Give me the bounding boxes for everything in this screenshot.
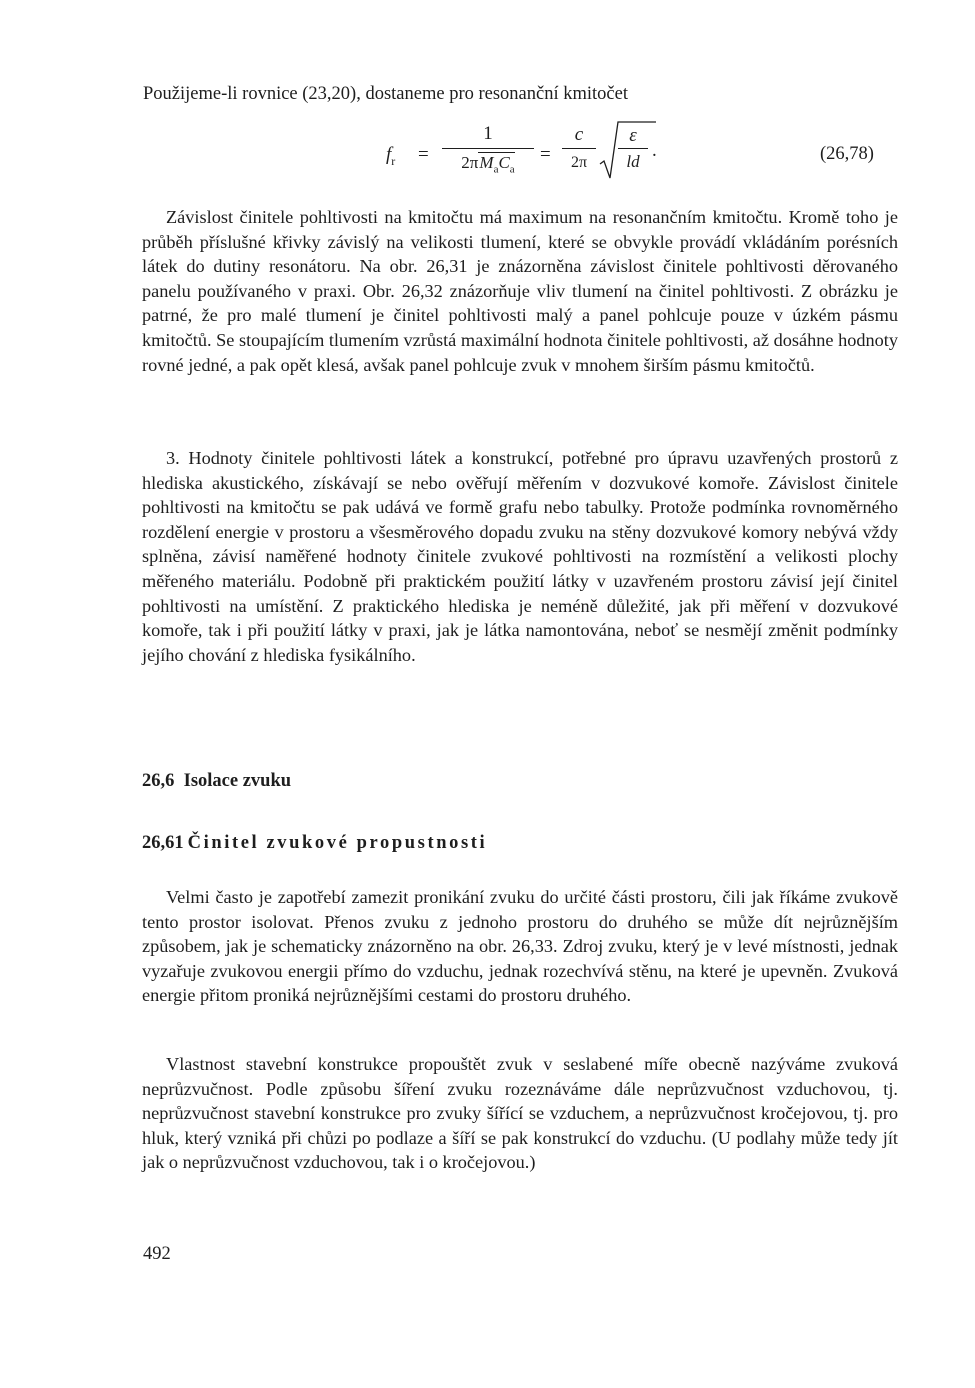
paragraph-isolation: Velmi často je zapotřebí zamezit pronikání zvuku do určité části prostoru, čili jak říkáme zvukově tento prostor isolovat. Přenos zvuku z jednoho prostoru do druhého se může dít nejrůznějším způsobem, jak je schematicky znázorněno na obr. 26,33. Zdroj zvuku, který je v levé místnosti, jednak vyzařuje zvukovou energii přímo do vzduchu, jednak rozechvívá stěnu, na které je upevněn. Zvuková energie přitom proniká nejrůznějšími cestami do prostoru druhého. (142, 887, 898, 1006)
formula-equals-1: = (418, 144, 429, 165)
formula-lhs: $f_r$ (386, 144, 396, 168)
paragraph-absorption: Závislost činitele pohltivosti na kmitočtu má maximum na resonančním kmitočtu. Kromě toho je průběh příslušné křivky závislý na velikosti tlumení, které se obvykle provádí vkládáním porésních látek do dutiny resonátoru. Na obr. 26,31 je znázorněna závislost činitele pohltivosti děrovaného panelu používaného v praxi. Obr. 26,32 znázorňuje vliv tlumení na činitel pohltivosti. Z obrázku je patrné, že pro malé tlumení je činitel pohltivosti malý a panel pohlcuje pouze v úzkém pásmu kmitočtů. Se stoupajícím tlumením vzrůstá maximální hodnota činitele pohltivosti, až dosáhne hodnoty rovné jedné, a pak opět klesá, avšak panel pohlcuje zvuk v mnohem širším pásmu kmitočtů. (142, 207, 899, 375)
sqrt-sign: $M_aC_a$ (479, 153, 515, 176)
subsection-heading: 26,61 Činitel zvukové propustnosti (142, 833, 488, 853)
page-number: 492 (143, 1244, 171, 1264)
formula-fraction-3: ε ld (618, 124, 648, 175)
resonance-formula: $f_r$ = 1 $2\pi M_aC_a$ = c 2π ε ld . (386, 120, 686, 194)
paragraph-neprozvucnost: Vlastnost stavební konstrukce propouštět zvuk v seslabené míře obecně nazýváme zvuková neprůzvučnost. Podle způsobu šíření zvuku rozeznáváme dále neprůzvučnost vzduchovou, tj. neprůzvučnost stavební konstrukce pro zvuky šířící se vzduchem, a neprůzvučnost kročejovou, tj. pro hluk, který vzniká při chůzi po podlaze a šíří se pak konstrukcí do vzduchu. (U podlahy může tedy jít jak o neprůzvučnost vzduchovou, tak i o kročejovou.) (142, 1054, 898, 1173)
intro-line: Použijeme-li rovnice (23,20), dostaneme pro resonanční kmitočet (143, 84, 628, 104)
paragraph-item-3: 3. Hodnoty činitele pohltivosti látek a konstrukcí, potřebné pro úpravu uzavřených prostorů z hlediska akustického, získávají se nebo ověřují měřením v dozvukové komoře. Závislost činitele pohltivosti na kmitočtu se pak udává ve formě grafu nebo tabulky. Protože podmínka rovnoměrného rozdělení energie v prostoru a všesměrového dopadu zvuku na stěny dozvukové komory nebývá vždy splněna, závisí naměřené hodnoty činitele zvukové pohltivosti na rozmístění a velikosti plochy měřeného materiálu. Podobně při praktickém použití látky v uzavřeném prostoru závisí její činitel pohltivosti na umístění. Z praktického hlediska je neméně důležité, jak při měření v dozvukové komoře, tak i při použití látky v praxi, jak je látka namontována, neboť se nesmějí změnit podmínky jejího chování z hlediska fysikálního. (142, 448, 898, 665)
section-heading: 26,6 Isolace zvuku (142, 771, 292, 791)
equation-number: (26,78) (820, 144, 874, 164)
formula-fraction-1: 1 $2\pi M_aC_a$ (442, 120, 534, 183)
formula-fraction-2: c 2π (562, 122, 596, 177)
formula-equals-2: = (540, 144, 551, 165)
